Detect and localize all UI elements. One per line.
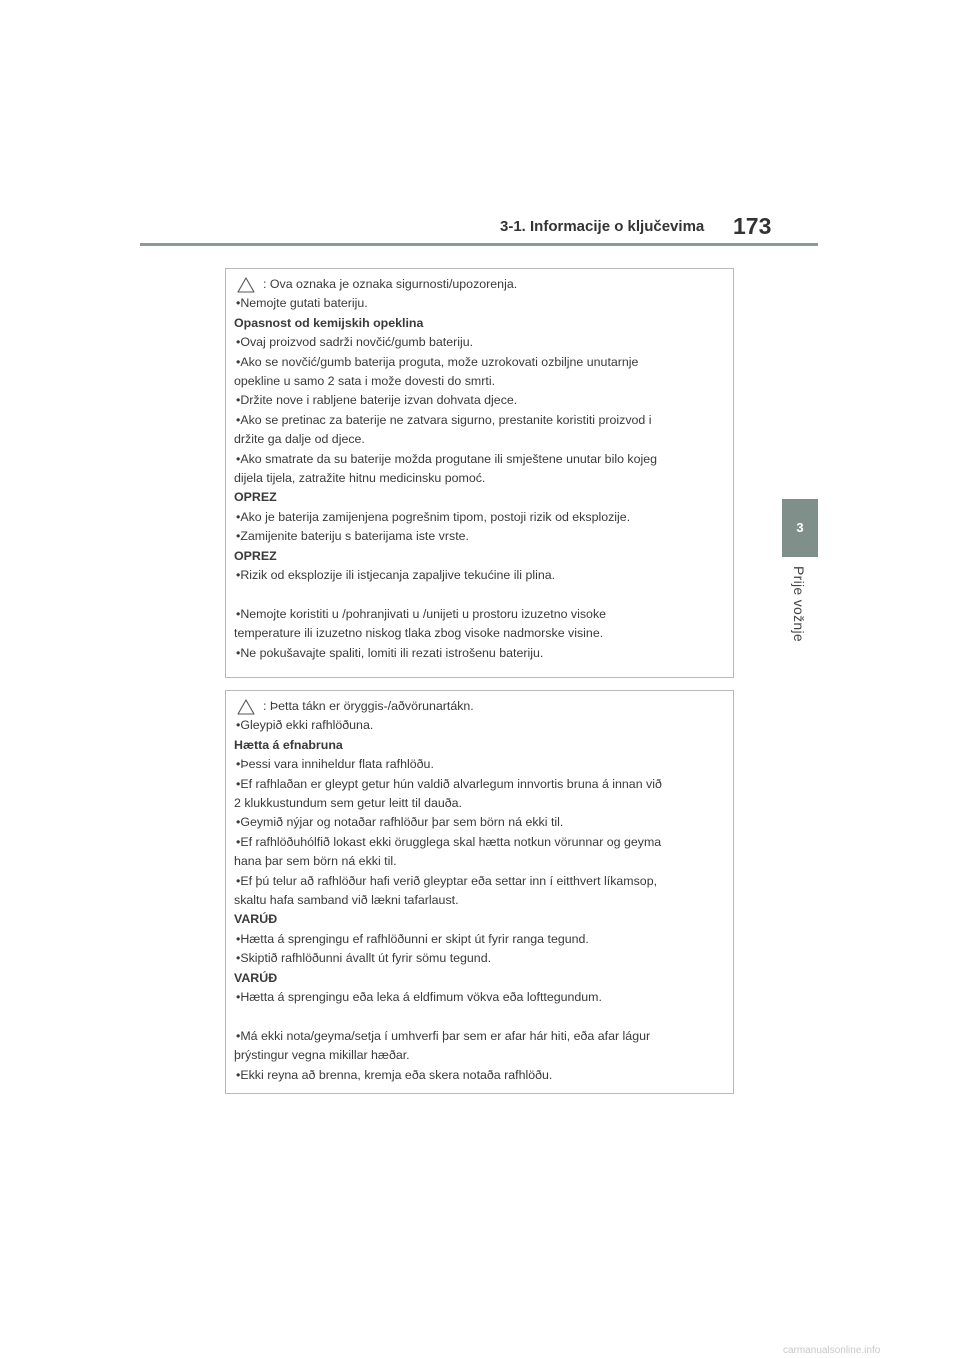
- warning-triangle-icon: [237, 699, 255, 715]
- header-rule: [140, 243, 818, 246]
- warning-text-line: •Skiptið rafhlöðunni ávallt út fyrir sömu tegund.: [236, 951, 492, 966]
- warning-text-line: skaltu hafa samband við lækni tafarlaust.: [234, 893, 459, 908]
- section-title: 3-1. Informacije o ključevima: [500, 218, 705, 235]
- warning-text-line: •Hætta á sprengingu eða leka á eldfimum vökva eða lofttegundum.: [236, 990, 602, 1005]
- page-number: 173: [733, 213, 772, 239]
- chapter-tab: 3: [782, 499, 818, 557]
- warning-text-line: •Geymið nýjar og notaðar rafhlöður þar sem börn ná ekki til.: [236, 815, 564, 830]
- croatian-warning-box: [225, 268, 734, 678]
- warning-text-line: 2 klukkustundum sem getur leitt til dauða.: [234, 796, 462, 811]
- warning-symbol-line: [234, 697, 725, 716]
- warning-text-line: •Hætta á sprengingu ef rafhlöðunni er skipt út fyrir ranga tegund.: [236, 931, 589, 946]
- warning-text-line: •Gleypið ekki rafhlöðuna.: [236, 718, 374, 733]
- warning-heading: OPREZ: [234, 490, 277, 505]
- warning-symbol-text: : Þetta tákn er öryggis-/aðvörunartákn.: [263, 699, 474, 713]
- warning-heading: OPREZ: [234, 548, 277, 563]
- warning-text-line: •Ef rafhlaðan er gleypt getur hún valdið alvarlegum innvortis bruna á innan við: [236, 776, 662, 791]
- warning-heading: Opasnost od kemijskih opeklina: [234, 315, 424, 330]
- warning-text-line: •Ako se pretinac za baterije ne zatvara sigurno, prestanite koristiti proizvod i: [236, 412, 652, 427]
- warning-text-line: •Zamijenite bateriju s baterijama iste vrste.: [236, 529, 469, 544]
- warning-text-line: dijela tijela, zatražite hitnu medicinsku pomoć.: [234, 471, 486, 486]
- warning-text-line: •Ekki reyna að brenna, kremja eða skera notaða rafhlöðu.: [236, 1067, 553, 1082]
- warning-text-line: •Ako je baterija zamijenjena pogrešnim tipom, postoji rizik od eksplozije.: [236, 509, 631, 524]
- chapter-label: Prije vožnje: [791, 566, 807, 642]
- warning-heading: VARÚÐ: [234, 970, 278, 985]
- warning-text-line: •Ef þú telur að rafhlöður hafi verið gleyptar eða settar inn í eitthvert líkamsop,: [236, 873, 658, 888]
- warning-text-line: opekline u samo 2 sata i može dovesti do smrti.: [234, 374, 496, 389]
- warning-text-line: •Ne pokušavajte spaliti, lomiti ili rezati istrošenu bateriju.: [236, 645, 544, 660]
- warning-text-line: držite ga dalje od djece.: [234, 432, 365, 447]
- blank-line: [234, 586, 725, 605]
- warning-text-line: •Rizik od eksplozije ili istjecanja zapaljive tekućine ili plina.: [236, 568, 556, 583]
- warning-text-line: •Nemojte koristiti u /pohranjivati u /unijeti u prostoru izuzetno visoke: [236, 606, 607, 621]
- footer-watermark: carmanualsonline.info: [783, 1345, 881, 1356]
- warning-text-line: •Ako smatrate da su baterije možda progutane ili smještene unutar bilo kojeg: [236, 451, 658, 466]
- warning-text-line: •Ef rafhlöðuhólfið lokast ekki örugglega skal hætta notkun vörunnar og geyma: [236, 834, 662, 849]
- icelandic-warning-box: [225, 690, 734, 1094]
- warning-symbol-line: [234, 275, 725, 294]
- warning-text-line: •Nemojte gutati bateriju.: [236, 296, 368, 311]
- warning-text-line: hana þar sem börn ná ekki til.: [234, 854, 397, 869]
- warning-triangle-icon: [237, 277, 255, 293]
- blank-line: [234, 1008, 725, 1027]
- warning-symbol-text: : Ova oznaka je oznaka sigurnosti/upozorenja.: [263, 277, 518, 291]
- warning-text-line: •Držite nove i rabljene baterije izvan dohvata djece.: [236, 393, 518, 408]
- warning-text-line: •Ako se novčić/gumb baterija proguta, može uzrokovati ozbiljne unutarnje: [236, 354, 639, 369]
- warning-text-line: •Þessi vara inniheldur flata rafhlöðu.: [236, 757, 434, 772]
- warning-text-line: •Ovaj proizvod sadrži novčić/gumb bateriju.: [236, 335, 474, 350]
- warning-text-line: •Má ekki nota/geyma/setja í umhverfi þar sem er afar hár hiti, eða afar lágur: [236, 1028, 651, 1043]
- warning-text-line: temperature ili izuzetno niskog tlaka zbog visoke nadmorske visine.: [234, 626, 604, 641]
- warning-heading: VARÚÐ: [234, 912, 278, 927]
- warning-text-line: þrýstingur vegna mikillar hæðar.: [234, 1048, 410, 1063]
- warning-heading: Hætta á efnabruna: [234, 737, 343, 752]
